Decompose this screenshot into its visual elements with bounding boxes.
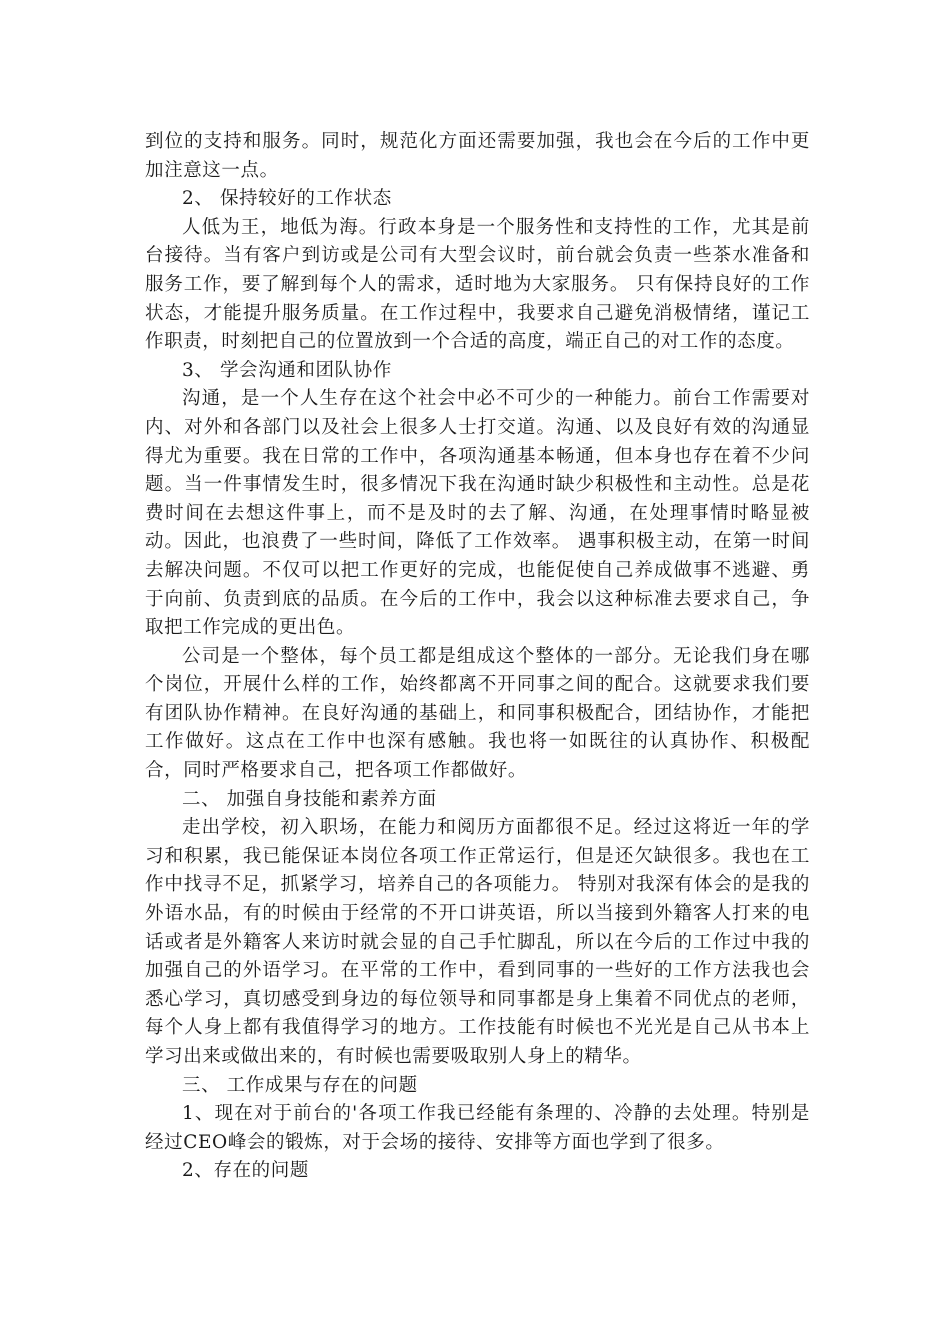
paragraph-continuation: 到位的支持和服务。同时，规范化方面还需要加强，我也会在今后的工作中更加注意这一点。	[145, 131, 810, 181]
paragraph-work-state: 人低为王，地低为海。行政本身是一个服务性和支持性的工作，尤其是前台接待。当有客户到访或是公司有大型会议时，前台就会负责一些茶水准备和服务工作，要了解到每个人的需求，适时地为大家服务。 只有保持良好的工作状态，才能提升服务质量。在工作过程中，我要求自己避免消极情绪，谨记工作职责，时刻把自己的位置放到一个合适的高度，端正自己的对工作的态度。	[145, 216, 810, 353]
subheading-problems: 2、存在的问题	[182, 1160, 309, 1182]
document-body	[145, 128, 810, 1186]
section-heading-results: 三、 工作成果与存在的问题	[182, 1074, 418, 1096]
paragraph-communication: 沟通，是一个人生存在这个社会中必不可少的一种能力。前台工作需要对内、对外和各部门以及社会上很多人士打交道。沟通、以及良好有效的沟通显得尤为重要。我在日常的工作中，各项沟通基本畅通，但本身也存在着不少问题。当一件事情发生时，很多情况下我在沟通时缺少积极性和主动性。总是花费时间在去想这件事上，而不是及时的去了解、沟通，在处理事情时略显被动。因此，也浪费了一些时间，降低了工作效率。 遇事积极主动，在第一时间去解决问题。不仅可以把工作更好的完成，也能促使自己养成做事不逃避、勇于向前、负责到底的品质。在今后的工作中，我会以这种标准去要求自己，争取把工作完成的更出色。	[145, 388, 810, 639]
subheading-work-state: 2、 保持较好的工作状态	[182, 188, 392, 210]
section-heading-skills: 二、 加强自身技能和素养方面	[182, 788, 437, 810]
paragraph-teamwork: 公司是一个整体，每个员工都是组成这个整体的一部分。无论我们身在哪个岗位，开展什么样的工作，始终都离不开同事之间的配合。这就要求我们要有团队协作精神。在良好沟通的基础上，和同事积极配合，团结协作，才能把工作做好。这点在工作中也深有感触。我也将一如既往的认真协作、积极配合，同时严格要求自己，把各项工作都做好。	[145, 645, 810, 782]
paragraph-results: 1、现在对于前台的'各项工作我已经能有条理的、冷静的去处理。特别是经过CEO峰会的锻炼，对于会场的接待、安排等方面也学到了很多。	[145, 1103, 810, 1153]
paragraph-skills: 走出学校，初入职场，在能力和阅历方面都很不足。经过这将近一年的学习和积累，我已能保证本岗位各项工作正常运行，但是还欠缺很多。我也在工作中找寻不足，抓紧学习，培养自己的各项能力。 特别对我深有体会的是我的外语水品，有的时候由于经常的不开口讲英语，所以当接到外籍客人打来的电话或者是外籍客人来访时就会显的自己手忙脚乱，所以在今后的工作过中我的加强自己的外语学习。在平常的工作中，看到同事的一些好的工作方法我也会悉心学习，真切感受到身边的每位领导和同事都是身上集着不同优点的老师，每个人身上都有我值得学习的地方。工作技能有时候也不光光是自己从书本上学习出来或做出来的，有时候也需要吸取别人身上的精华。	[145, 817, 810, 1067]
subheading-communication: 3、 学会沟通和团队协作	[182, 359, 392, 381]
